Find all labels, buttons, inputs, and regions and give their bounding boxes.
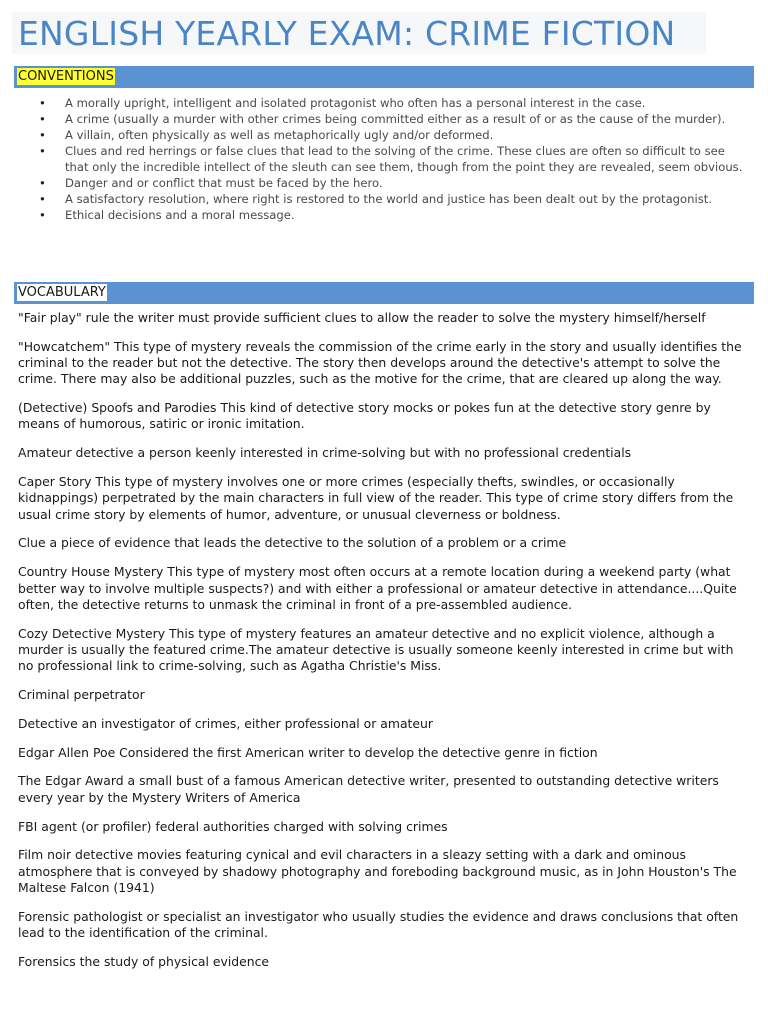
conventions-list xyxy=(17,95,747,223)
conventions-item: • Danger and or conflict that must be faced by the hero. xyxy=(17,175,747,191)
conventions-heading: CONVENTIONS xyxy=(18,69,114,84)
vocabulary-entry: Detective an investigator of crimes, either professional or amateur xyxy=(18,715,433,731)
vocabulary-entry: Amateur detective a person keenly interested in crime-solving but with no professional credentials xyxy=(18,445,632,461)
conventions-item: • A satisfactory resolution, where right is restored to the world and justice has been dealt out by the protagonist. xyxy=(17,191,747,207)
vocabulary-entry: Caper Story This type of mystery involves one or more crimes (especially thefts, swindles, or occasionally kidnappings) perpetrated by the main characters in full view of the reader. This type of crime story differs from the usual crime story by elements of humor, adventure, or unusual cleverness or boldness. xyxy=(18,474,734,522)
page-title: ENGLISH YEARLY EXAM: CRIME FICTION xyxy=(12,12,706,54)
vocabulary-entry: "Fair play" rule the writer must provide sufficient clues to allow the reader to solve the mystery himself/herself xyxy=(18,310,706,325)
vocabulary-entry: (Detective) Spoofs and Parodies This kind of detective story mocks or pokes fun at the detective story genre by means of humorous, satiric or ironic imitation. xyxy=(18,400,711,432)
vocabulary-entry: Cozy Detective Mystery This type of mystery features an amateur detective and no explicit violence, although a murder is usually the featured crime.The amateur detective is usually someone keenly interested in crime but with no professional link to crime-solving, such as Agatha Christie's Miss. xyxy=(18,625,734,674)
vocabulary-heading: VOCABULARY xyxy=(18,285,106,300)
vocabulary-entry: FBI agent (or profiler) federal authorities charged with solving crimes xyxy=(18,818,448,834)
conventions-item: • Clues and red herrings or false clues that lead to the solving of the crime. These clues are often so difficult to see that only the incredible intellect of the sleuth can see them, though from the point they are revealed, seem obvious. xyxy=(17,143,747,175)
conventions-item: • A morally upright, intelligent and isolated protagonist who often has a personal interest in the case. xyxy=(17,95,747,111)
vocabulary-entry: The Edgar Award a small bust of a famous American detective writer, presented to outstanding detective writers every year by the Mystery Writers of America xyxy=(18,773,719,805)
vocabulary-entry: Edgar Allen Poe Considered the first American writer to develop the detective genre in fiction xyxy=(18,744,598,760)
vocabulary-entry: Clue a piece of evidence that leads the detective to the solution of a problem or a crime xyxy=(18,535,567,551)
vocabulary-entry: Criminal perpetrator xyxy=(18,687,145,703)
vocabulary-entry: "Howcatchem" This type of mystery reveals the commission of the crime early in the story and usually identifies the criminal to the reader but not the detective. The story then develops around the detective's attempt to solve the crime. There may also be additional puzzles, such as the motive for the crime, that are cleared up along the way. xyxy=(18,338,742,387)
vocabulary-list xyxy=(18,310,752,983)
conventions-item: • A crime (usually a murder with other crimes being committed either as a result of or as the cause of the murder). xyxy=(17,111,747,127)
conventions-heading-bar xyxy=(14,66,754,88)
vocabulary-entry: Country House Mystery This type of mystery most often occurs at a remote location during a weekend party (what better way to involve multiple suspects?) and with either a professional or amateur detective in attendance....Quite often, the detective returns to unmask the criminal in front of a pre-assembled audience. xyxy=(18,564,737,612)
vocabulary-entry: Forensic pathologist or specialist an investigator who usually studies the evidence and draws conclusions that often lead to the identification of the criminal. xyxy=(18,908,739,941)
vocabulary-entry: Film noir detective movies featuring cynical and evil characters in a sleazy setting with a dark and ominous atmosphere that is conveyed by shadowy photography and foreboding background music, as in John Houston's The Maltese Falcon (1941) xyxy=(18,847,737,895)
conventions-item: • Ethical decisions and a moral message. xyxy=(17,207,747,223)
conventions-item: • A villain, often physically as well as metaphorically ugly and/or deformed. xyxy=(17,127,747,143)
vocabulary-entry: Forensics the study of physical evidence xyxy=(18,953,270,969)
vocabulary-heading-bar xyxy=(14,282,754,304)
